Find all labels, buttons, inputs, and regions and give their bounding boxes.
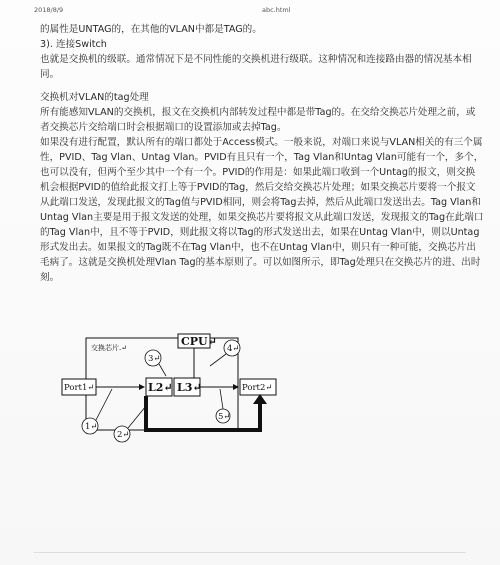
print-header [34, 6, 466, 18]
paragraph-untag: 的属性是UNTAG的，在其他的VLAN中都是TAG的。 [40, 24, 262, 35]
callout-4: 4↵ [227, 344, 240, 354]
port2-label: Port2↵ [242, 383, 273, 393]
callout-3: 3↵ [148, 354, 161, 364]
callout-5: 5↵ [218, 412, 231, 422]
print-date: 2018/8/9 [34, 6, 64, 14]
port1-label: Port1↵ [64, 383, 95, 393]
chip-label: 交换芯片.↵ [91, 344, 128, 352]
tag-processing-diagram [60, 326, 290, 451]
document-body [40, 22, 484, 285]
heading-connect-switch: 3). 连接Switch [40, 39, 107, 50]
paragraph-pvid: 如果没有进行配置，默认所有的端口都处于Access模式。一般来说，对端口来说与VLAN相关的有三个属性，PVID、Tag Vlan、Untag Vlan。PVID有且只有一个，Tag Vlan和Untag Vlan可能有一个，多个，也可以没有，但两个至少其中一个有一个。PVID的作用是：如果此端口收到一个Untag的报文，则交换机会根据PVID的值给此报文打上等于PVID的Tag，然后交给交换芯片处理；如果交换芯片要将一个报文从此端口发送，发现此报文的Tag值与PVID相同，则会将Tag去掉，然后从此端口发送出去。Tag Vlan和Untag Vlan主要是用于报文发送的处理，如果交换芯片要将报文从此端口发送，发现报文的Tag在此端口的Tag Vlan中，且不等于PVID，则此报文将以Tag的形式发送出去，如果在Untag Vlan中，则以Untag形式发出去。如果报文的Tag既不在Tag Vlan中，也不在Untag Vlan中，则只有一种可能，交换芯片出毛病了。这就是交换机处理Vlan Tag的基本原则了。可以如图所示，即Tag处理只在交换芯片的进、出时刻。 [40, 137, 484, 283]
callout-1: 1↵ [85, 422, 98, 432]
l3-label: L3↵ [177, 381, 202, 394]
l2-label: L2↵ [148, 381, 173, 394]
paragraph-vlan-aware: 所有能感知VLAN的交换机，报文在交换机内部转发过程中都是带Tag的。在交给交换芯片处理之前，或者交换芯片交给端口时会根据端口的设置添加或去掉Tag。 [40, 107, 476, 133]
cpu-label: CPU↵ [181, 335, 217, 348]
callout-2: 2↵ [117, 430, 130, 440]
heading-vlan-tag: 交换机对VLAN的tag处理 [40, 92, 149, 103]
paragraph-cascade: 也就是交换机的级联。通常情况下是不同性能的交换机进行级联。这种情况和连接路由器的情况基本相同。 [40, 54, 472, 80]
print-filename: abc.html [262, 6, 291, 14]
page-bottom-rule [34, 552, 466, 553]
